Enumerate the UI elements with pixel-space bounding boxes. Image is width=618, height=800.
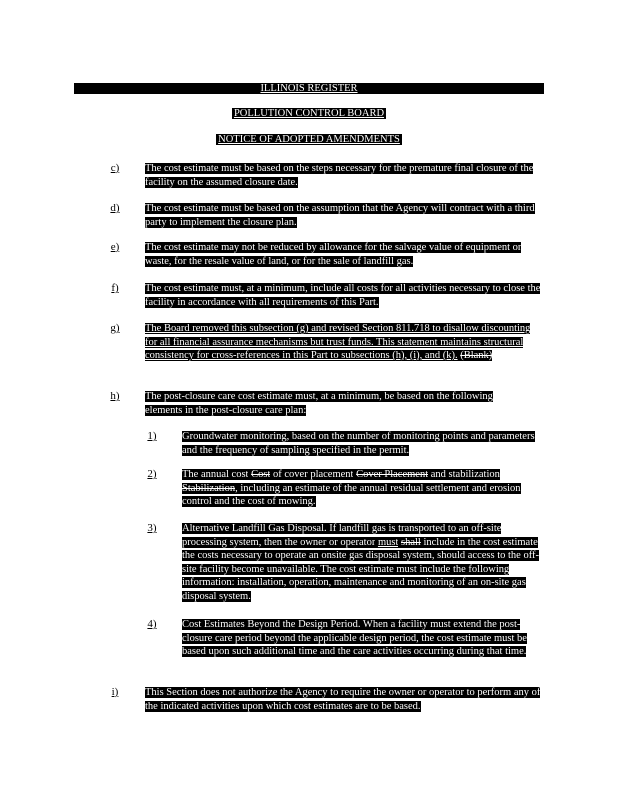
item-label: h) — [110, 390, 120, 402]
paragraph-h3: Alternative Landfill Gas Disposal. If landfill gas is transported to an off-site processing system, then the owner or operator must shall include in the cost estimate the costs necessary to operate an onsite gas disposal system, should access to the off-site facility become unavailable. The cost estimate must include the following information: installation, operation, maintenance and monitoring of an on-site gas disposal system. — [182, 523, 540, 602]
paragraph-f: The cost estimate must, at a minimum, include all costs for all activities necessary to close the facility in accordance with all requirements of this Part. — [145, 283, 541, 308]
register-title: ILLINOIS REGISTER — [260, 83, 358, 94]
paragraph-h4: Cost Estimates Beyond the Design Period. When a facility must extend the post-closure care period beyond the applicable design period, the cost estimate must be based upon such additional time and the care activities occurring during that time. — [182, 619, 527, 657]
paragraph-h: The post-closure care cost estimate must, at a minimum, be based on the following elements in the post-closure care plan: — [145, 391, 493, 416]
item-label: g) — [110, 322, 120, 334]
paragraph-g: The Board removed this subsection (g) and revised Section 811.718 to disallow discounting for all financial assurance mechanisms but trust funds. This statement maintains structural consistency for cross-references in this Part to subsections (h), (i), and (k). (Blank) — [145, 323, 531, 361]
subitem-label: 1) — [147, 430, 157, 442]
paragraph-h1: Groundwater monitoring, based on the number of monitoring points and parameters and the frequency of sampling specified in the permit. — [182, 431, 535, 456]
item-label: f) — [111, 282, 119, 294]
paragraph-i: This Section does not authorize the Agency to require the owner or operator to perform any of the indicated activities upon which cost estimates are to be based. — [145, 687, 541, 712]
subitem-label: 3) — [147, 522, 157, 534]
paragraph-d: The cost estimate must be based on the assumption that the Agency will contract with a third party to implement the closure plan. — [145, 203, 535, 228]
board-title: POLLUTION CONTROL BOARD — [233, 108, 385, 119]
notice-title: NOTICE OF ADOPTED AMENDMENTS — [218, 134, 400, 145]
paragraph-e: The cost estimate may not be reduced by allowance for the salvage value of equipment or waste, for the resale value of land, or for the sale of landfill gas. — [145, 242, 522, 267]
item-label: e) — [110, 241, 120, 253]
subitem-label: 4) — [147, 618, 157, 630]
subitem-label: 2) — [147, 468, 157, 480]
paragraph-c: The cost estimate must be based on the steps necessary for the premature final closure of the facility on the assumed closure date. — [145, 163, 534, 188]
item-label: i) — [111, 686, 119, 698]
paragraph-h2: The annual cost Cost of cover placement Cover Placement and stabilization Stabilization, including an estimate of the annual residual settlement and erosion control and the cost of mowing. — [182, 469, 521, 507]
item-label: d) — [110, 202, 120, 214]
item-label: c) — [110, 162, 120, 174]
